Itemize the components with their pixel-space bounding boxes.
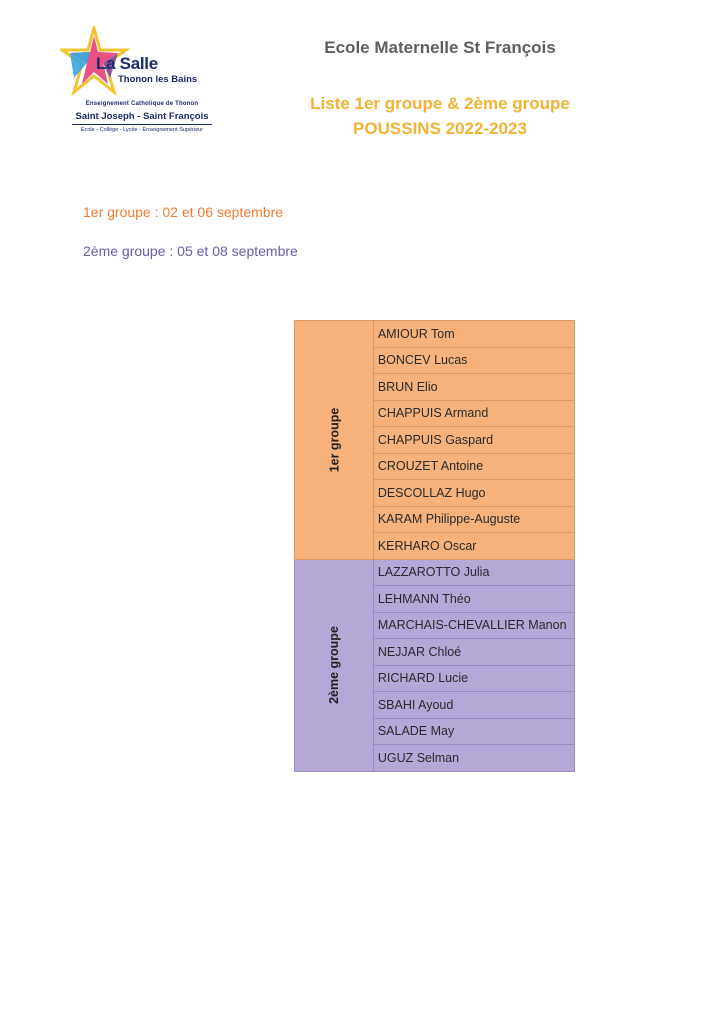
student-name: KERHARO Oscar — [373, 533, 574, 560]
student-name: LEHMANN Théo — [373, 586, 574, 613]
group-label: 1er groupe — [326, 407, 341, 473]
student-name: NEJJAR Chloé — [373, 639, 574, 666]
student-name: CHAPPUIS Armand — [373, 400, 574, 427]
title-line-1: Liste 1er groupe & 2ème groupe — [310, 94, 570, 113]
logo-brand: La Salle — [96, 54, 158, 73]
student-name: BONCEV Lucas — [373, 347, 574, 374]
logo-school: Saint Joseph - Saint François — [75, 111, 209, 122]
student-name: UGUZ Selman — [373, 745, 574, 772]
roster-table — [294, 320, 575, 772]
student-name: SBAHI Ayoud — [373, 692, 574, 719]
student-name: BRUN Elio — [373, 374, 574, 401]
student-name: KARAM Philippe-Auguste — [373, 506, 574, 533]
student-name: CROUZET Antoine — [373, 453, 574, 480]
table-row — [295, 321, 575, 348]
student-name: MARCHAIS-CHEVALLIER Manon — [373, 612, 574, 639]
group-label: 2ème groupe — [326, 626, 341, 704]
roster-body — [295, 321, 575, 772]
student-name: SALADE May — [373, 718, 574, 745]
school-name: Ecole Maternelle St François — [324, 38, 556, 57]
group-label-cell — [295, 321, 374, 560]
logo-city: Thonon les Bains — [118, 74, 198, 85]
logo-levels: Ecole - Collège - Lycée - Enseignement Supérieur — [80, 127, 204, 133]
logo-divider — [72, 124, 212, 125]
document-title — [250, 91, 630, 141]
table-row — [295, 559, 575, 586]
schedule-group-1: 1er groupe : 02 et 06 septembre — [83, 204, 284, 220]
student-name: RICHARD Lucie — [373, 665, 574, 692]
schedule-group-2: 2ème groupe : 05 et 08 septembre — [83, 243, 298, 259]
student-name: AMIOUR Tom — [373, 321, 574, 348]
student-name: CHAPPUIS Gaspard — [373, 427, 574, 454]
school-logo — [60, 26, 210, 141]
group-label-cell — [295, 559, 374, 771]
title-line-2: POUSSINS 2022-2023 — [353, 119, 527, 138]
student-name: LAZZAROTTO Julia — [373, 559, 574, 586]
student-name: DESCOLLAZ Hugo — [373, 480, 574, 507]
logo-network: Enseignement Catholique de Thonon — [85, 101, 199, 107]
